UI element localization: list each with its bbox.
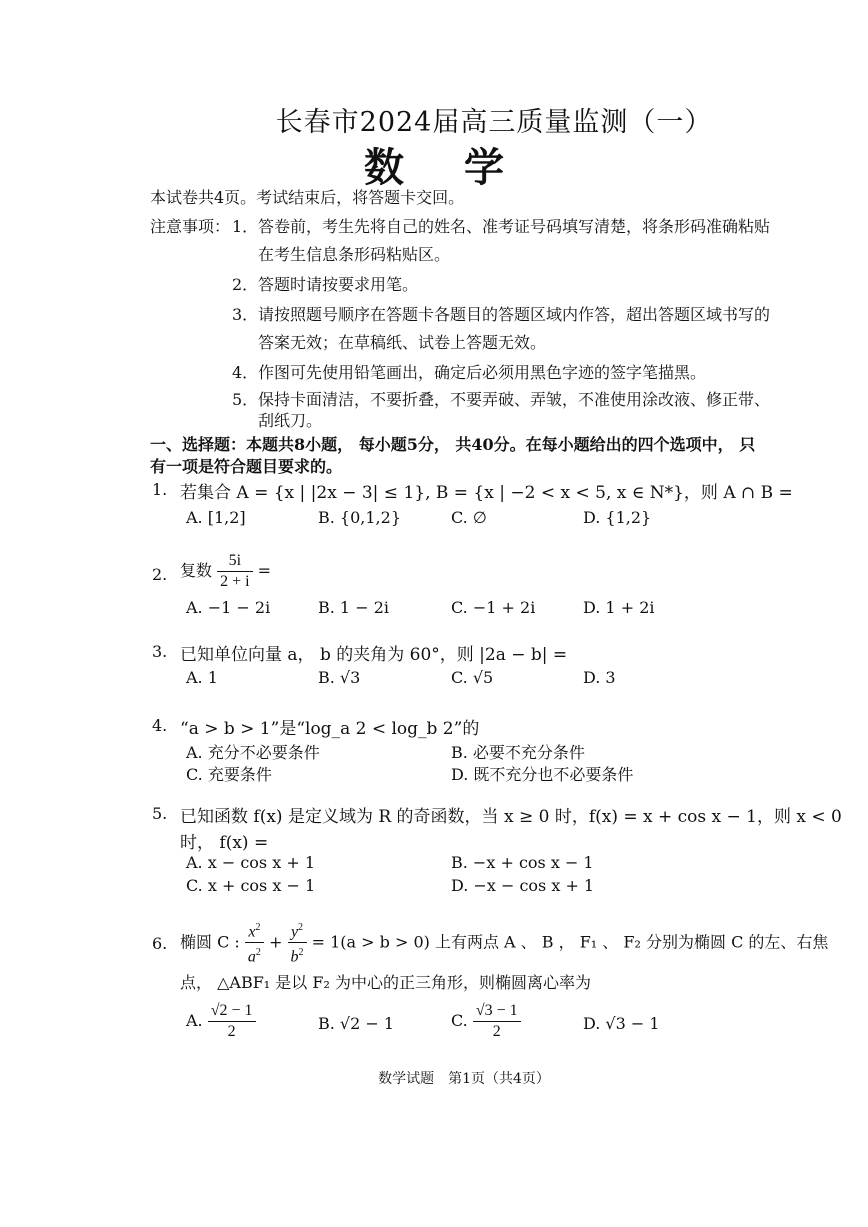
q3-number: 3. bbox=[152, 642, 168, 661]
q2-stem-prefix: 复数 bbox=[180, 561, 213, 580]
q3-stem: 已知单位向量 a， b 的夹角为 60°，则 |2a − b| = bbox=[180, 645, 568, 665]
q6-stem-prefix: 椭圆 C : bbox=[180, 932, 240, 952]
q6-stem-line1: 椭圆 C : $\frac{x^2}{a^2}$ + $\frac{y^2}{b^2}$ = 1(a > b > 0) 上有两点 A 、 B ， F₁ 、 F₂ 分别为椭圆 C 的左、右焦 bbox=[180, 918, 828, 968]
q4-option-a: A. 充分不必要条件 bbox=[186, 743, 320, 762]
q3-option-b: B. √3 bbox=[318, 668, 361, 687]
q4-option-c: C. 充要条件 bbox=[186, 765, 272, 784]
q2-number: 2. bbox=[152, 565, 168, 584]
q6-y-fraction: $\frac{y^2}{b^2}$ bbox=[288, 918, 307, 968]
page-footer: 数学试题 第1页（共4页） bbox=[378, 1071, 550, 1087]
note-4-line1: 作图可先使用铅笔画出，确定后必须用黑色字迹的签字笔描黑。 bbox=[258, 363, 707, 382]
q1-option-b: B. {0,1,2} bbox=[318, 508, 401, 527]
section1-heading-line1: 一、选择题：本题共8小题， 每小题5分， 共40分。在每小题给出的四个选项中， 只 bbox=[150, 435, 756, 454]
q2-stem-suffix: = bbox=[257, 561, 272, 580]
q4-option-b: B. 必要不充分条件 bbox=[451, 743, 585, 762]
q5-option-d: D. −x − cos x + 1 bbox=[451, 876, 595, 895]
q2-fraction-numerator: 5i bbox=[217, 551, 252, 572]
q6-option-c: C. $\frac{√3 - 1}{2}$ bbox=[451, 1001, 521, 1042]
q6-option-a: A. $\frac{√2 - 1}{2}$ bbox=[186, 1001, 256, 1042]
q6-stem-line2: 点， △ABF₁ 是以 F₂ 为中心的正三角形，则椭圆离心率为 bbox=[180, 973, 591, 992]
q2-option-c: C. −1 + 2i bbox=[451, 598, 536, 617]
note-1-line1: 答卷前，考生先将自己的姓名、准考证号码填写清楚，将条形码准确粘贴 bbox=[258, 217, 771, 236]
q5-option-a: A. x − cos x + 1 bbox=[186, 853, 315, 872]
note-5-line2: 刮纸刀。 bbox=[258, 411, 323, 430]
q6-number: 6. bbox=[152, 934, 168, 953]
q2-fraction bbox=[217, 551, 252, 592]
q5-option-b: B. −x + cos x − 1 bbox=[451, 853, 594, 872]
q6-option-a-fraction: $\frac{√2 - 1}{2}$ bbox=[208, 1001, 256, 1042]
q1-option-c: C. ∅ bbox=[451, 508, 487, 527]
q6-stem-mid: = 1(a > b > 0) 上有两点 A 、 B ， F₁ 、 F₂ 分别为椭圆 C 的左、右焦 bbox=[311, 932, 829, 952]
q1-option-d: D. {1,2} bbox=[583, 508, 652, 527]
q3-option-c: C. √5 bbox=[451, 668, 494, 687]
q6-option-c-fraction: $\frac{√3 - 1}{2}$ bbox=[473, 1001, 521, 1042]
note-5-line1: 保持卡面清洁，不要折叠，不要弄破、弄皱，不准使用涂改液、修正带、 bbox=[258, 390, 771, 409]
q3-option-d: D. 3 bbox=[583, 668, 616, 687]
exam-title: 长春市2024届高三质量监测（一） bbox=[275, 107, 713, 138]
section1-heading-line2: 有一项是符合题目要求的。 bbox=[150, 457, 343, 476]
notes-label: 注意事项： bbox=[150, 217, 231, 236]
q5-stem-line2: 时， f(x) = bbox=[180, 833, 269, 853]
q2-option-a: A. −1 − 2i bbox=[186, 598, 271, 617]
note-4-num: 4． bbox=[232, 363, 259, 382]
q6-option-b: B. √2 − 1 bbox=[318, 1014, 395, 1033]
q4-option-d: D. 既不充分也不必要条件 bbox=[451, 765, 634, 784]
q6-option-d: D. √3 − 1 bbox=[583, 1014, 660, 1033]
subject-title: 数学 bbox=[364, 144, 564, 191]
q1-number: 1. bbox=[152, 480, 168, 499]
q4-number: 4. bbox=[152, 716, 168, 735]
q5-stem-line1: 已知函数 f(x) 是定义域为 R 的奇函数，当 x ≥ 0 时，f(x) = x + cos x − 1，则 x < 0 bbox=[180, 807, 842, 827]
note-3-line1: 请按照题号顺序在答题卡各题目的答题区域内作答，超出答题区域书写的 bbox=[258, 305, 771, 324]
q1-stem: 若集合 A = {x | |2x − 3| ≤ 1}, B = {x | −2 < x < 5, x ∈ N*}，则 A ∩ B = bbox=[180, 483, 793, 503]
note-1-line2: 在考生信息条形码粘贴区。 bbox=[258, 245, 451, 264]
note-2-line1: 答题时请按要求用笔。 bbox=[258, 275, 419, 294]
q6-x-fraction: $\frac{x^2}{a^2}$ bbox=[245, 918, 264, 968]
q2-option-d: D. 1 + 2i bbox=[583, 598, 655, 617]
q2-stem bbox=[180, 551, 271, 592]
note-3-num: 3． bbox=[232, 305, 259, 324]
note-1-num: 1． bbox=[232, 217, 259, 236]
q5-number: 5. bbox=[152, 804, 168, 823]
q3-option-a: A. 1 bbox=[186, 668, 218, 687]
note-5-num: 5． bbox=[232, 390, 259, 409]
note-2-num: 2． bbox=[232, 275, 259, 294]
q5-option-c: C. x + cos x − 1 bbox=[186, 876, 316, 895]
q2-fraction-denominator: 2 + i bbox=[220, 573, 250, 590]
intro-text: 本试卷共4页。考试结束后，将答题卡交回。 bbox=[150, 188, 465, 207]
note-3-line2: 答案无效；在草稿纸、试卷上答题无效。 bbox=[258, 333, 547, 352]
q4-stem: “a > b > 1”是“log_a 2 < log_b 2”的 bbox=[180, 719, 480, 739]
q2-option-b: B. 1 − 2i bbox=[318, 598, 389, 617]
q1-option-a: A. [1,2] bbox=[186, 508, 246, 527]
